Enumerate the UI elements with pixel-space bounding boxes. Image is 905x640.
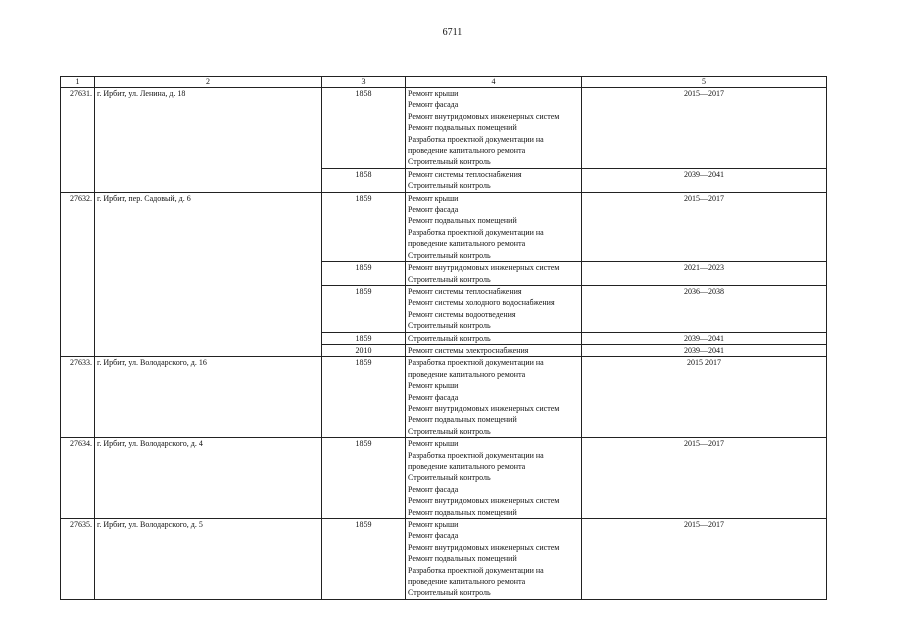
period-cell: 2036—2038 (582, 285, 827, 332)
column-header: 2 (95, 77, 322, 88)
work-item: Ремонт системы теплоснабжения (408, 169, 522, 179)
work-item: Ремонт крыши (408, 193, 459, 203)
work-item: Ремонт фасада (408, 100, 459, 110)
period-cell: 2015—2017 (582, 88, 827, 169)
year-cell: 1859 (322, 285, 406, 332)
work-item: Ремонт крыши (408, 520, 459, 530)
address-cell: г. Ирбит, ул. Володарского, д. 4 (95, 438, 322, 519)
work-item: Ремонт фасада (408, 531, 459, 541)
works-cell (406, 88, 582, 169)
year-cell: 1858 (322, 88, 406, 169)
works-cell (406, 438, 582, 519)
work-item: Ремонт системы теплоснабжения (408, 286, 522, 296)
year-cell: 1859 (322, 192, 406, 261)
works-cell (406, 262, 582, 286)
work-item: Ремонт системы холодного водоснабжения (408, 298, 555, 308)
work-item: Ремонт фасада (408, 484, 459, 494)
work-item: Разработка проектной документации на (408, 134, 544, 144)
row-number-cell: 27633. (61, 357, 95, 438)
works-cell (406, 519, 582, 600)
work-item: Ремонт подвальных помещений (408, 554, 517, 564)
table-row (61, 192, 827, 261)
work-item: Ремонт системы электроснабжения (408, 345, 529, 355)
work-item: Строительный контроль (408, 274, 491, 284)
repair-schedule-table (60, 76, 827, 600)
period-cell: 2015—2017 (582, 519, 827, 600)
work-item: Строительный контроль (408, 333, 491, 343)
work-item: Строительный контроль (408, 157, 491, 167)
period-cell: 2039—2041 (582, 332, 827, 344)
period-cell: 2039—2041 (582, 168, 827, 192)
address-cell: г. Ирбит, ул. Володарского, д. 16 (95, 357, 322, 438)
work-item: проведение капитального ремонта (408, 462, 526, 471)
work-item: Ремонт подвальных помещений (408, 507, 517, 517)
work-item: Строительный контроль (408, 588, 491, 598)
works-cell (406, 357, 582, 438)
works-cell (406, 285, 582, 332)
work-item: Ремонт внутридомовых инженерных систем (408, 542, 560, 552)
work-item: проведение капитального ремонта (408, 369, 526, 379)
work-item: Строительный контроль (408, 426, 491, 436)
work-item: Ремонт подвальных помещений (408, 415, 517, 425)
work-item: Ремонт системы водоотведения (408, 309, 516, 319)
period-cell: 2015—2017 (582, 192, 827, 261)
period-cell: 2015 2017 (582, 357, 827, 438)
work-item: Ремонт крыши (408, 439, 459, 449)
work-item: Ремонт внутридомовых инженерных систем (408, 403, 560, 413)
works-cell (406, 344, 582, 356)
year-cell: 1859 (322, 519, 406, 600)
column-header: 1 (61, 77, 95, 88)
period-cell: 2021—2023 (582, 262, 827, 286)
works-cell (406, 192, 582, 261)
period-cell: 2039—2041 (582, 344, 827, 356)
work-item: Ремонт фасада (408, 205, 459, 215)
work-item: Ремонт подвальных помещений (408, 123, 517, 133)
work-item: Строительный контроль (408, 250, 491, 260)
work-item: Ремонт фасада (408, 392, 459, 402)
work-item: Ремонт внутридомовых инженерных систем (408, 496, 560, 506)
address-cell: г. Ирбит, ул. Ленина, д. 18 (95, 88, 322, 193)
year-cell: 1859 (322, 332, 406, 344)
work-item: Ремонт крыши (408, 381, 459, 391)
row-number-cell: 27631. (61, 88, 95, 193)
address-cell: г. Ирбит, ул. Володарского, д. 5 (95, 519, 322, 600)
work-item: проведение капитального ремонта (408, 577, 526, 587)
table-row (61, 357, 827, 438)
work-item: Разработка проектной документации на (408, 450, 544, 460)
table-row (61, 88, 827, 169)
works-cell (406, 168, 582, 192)
period-cell: 2015—2017 (582, 438, 827, 519)
column-header: 5 (582, 77, 827, 88)
work-item: Ремонт внутридомовых инженерных систем (408, 111, 560, 121)
work-item: Ремонт внутридомовых инженерных систем (408, 263, 560, 273)
year-cell: 1858 (322, 168, 406, 192)
row-number-cell: 27634. (61, 438, 95, 519)
work-item: Ремонт подвальных помещений (408, 216, 517, 226)
table-row (61, 438, 827, 519)
table-row (61, 519, 827, 600)
work-item: Ремонт крыши (408, 89, 459, 98)
work-item: проведение капитального ремонта (408, 239, 526, 249)
column-header: 4 (406, 77, 582, 88)
year-cell: 1859 (322, 262, 406, 286)
page-number: 6711 (442, 27, 463, 38)
work-item: Разработка проектной документации на (408, 227, 544, 237)
year-cell: 2010 (322, 344, 406, 356)
row-number-cell: 27635. (61, 519, 95, 600)
work-item: Строительный контроль (408, 473, 491, 483)
column-number-row (61, 77, 827, 88)
work-item: Разработка проектной документации на (408, 358, 544, 368)
address-cell: г. Ирбит, пер. Садовый, д. 6 (95, 192, 322, 357)
works-cell (406, 332, 582, 344)
column-header: 3 (322, 77, 406, 88)
work-item: проведение капитального ремонта (408, 146, 526, 156)
year-cell: 1859 (322, 438, 406, 519)
table-body (61, 88, 827, 600)
work-item: Строительный контроль (408, 321, 491, 331)
work-item: Строительный контроль (408, 181, 491, 191)
row-number-cell: 27632. (61, 192, 95, 357)
year-cell: 1859 (322, 357, 406, 438)
work-item: Разработка проектной документации на (408, 565, 544, 575)
